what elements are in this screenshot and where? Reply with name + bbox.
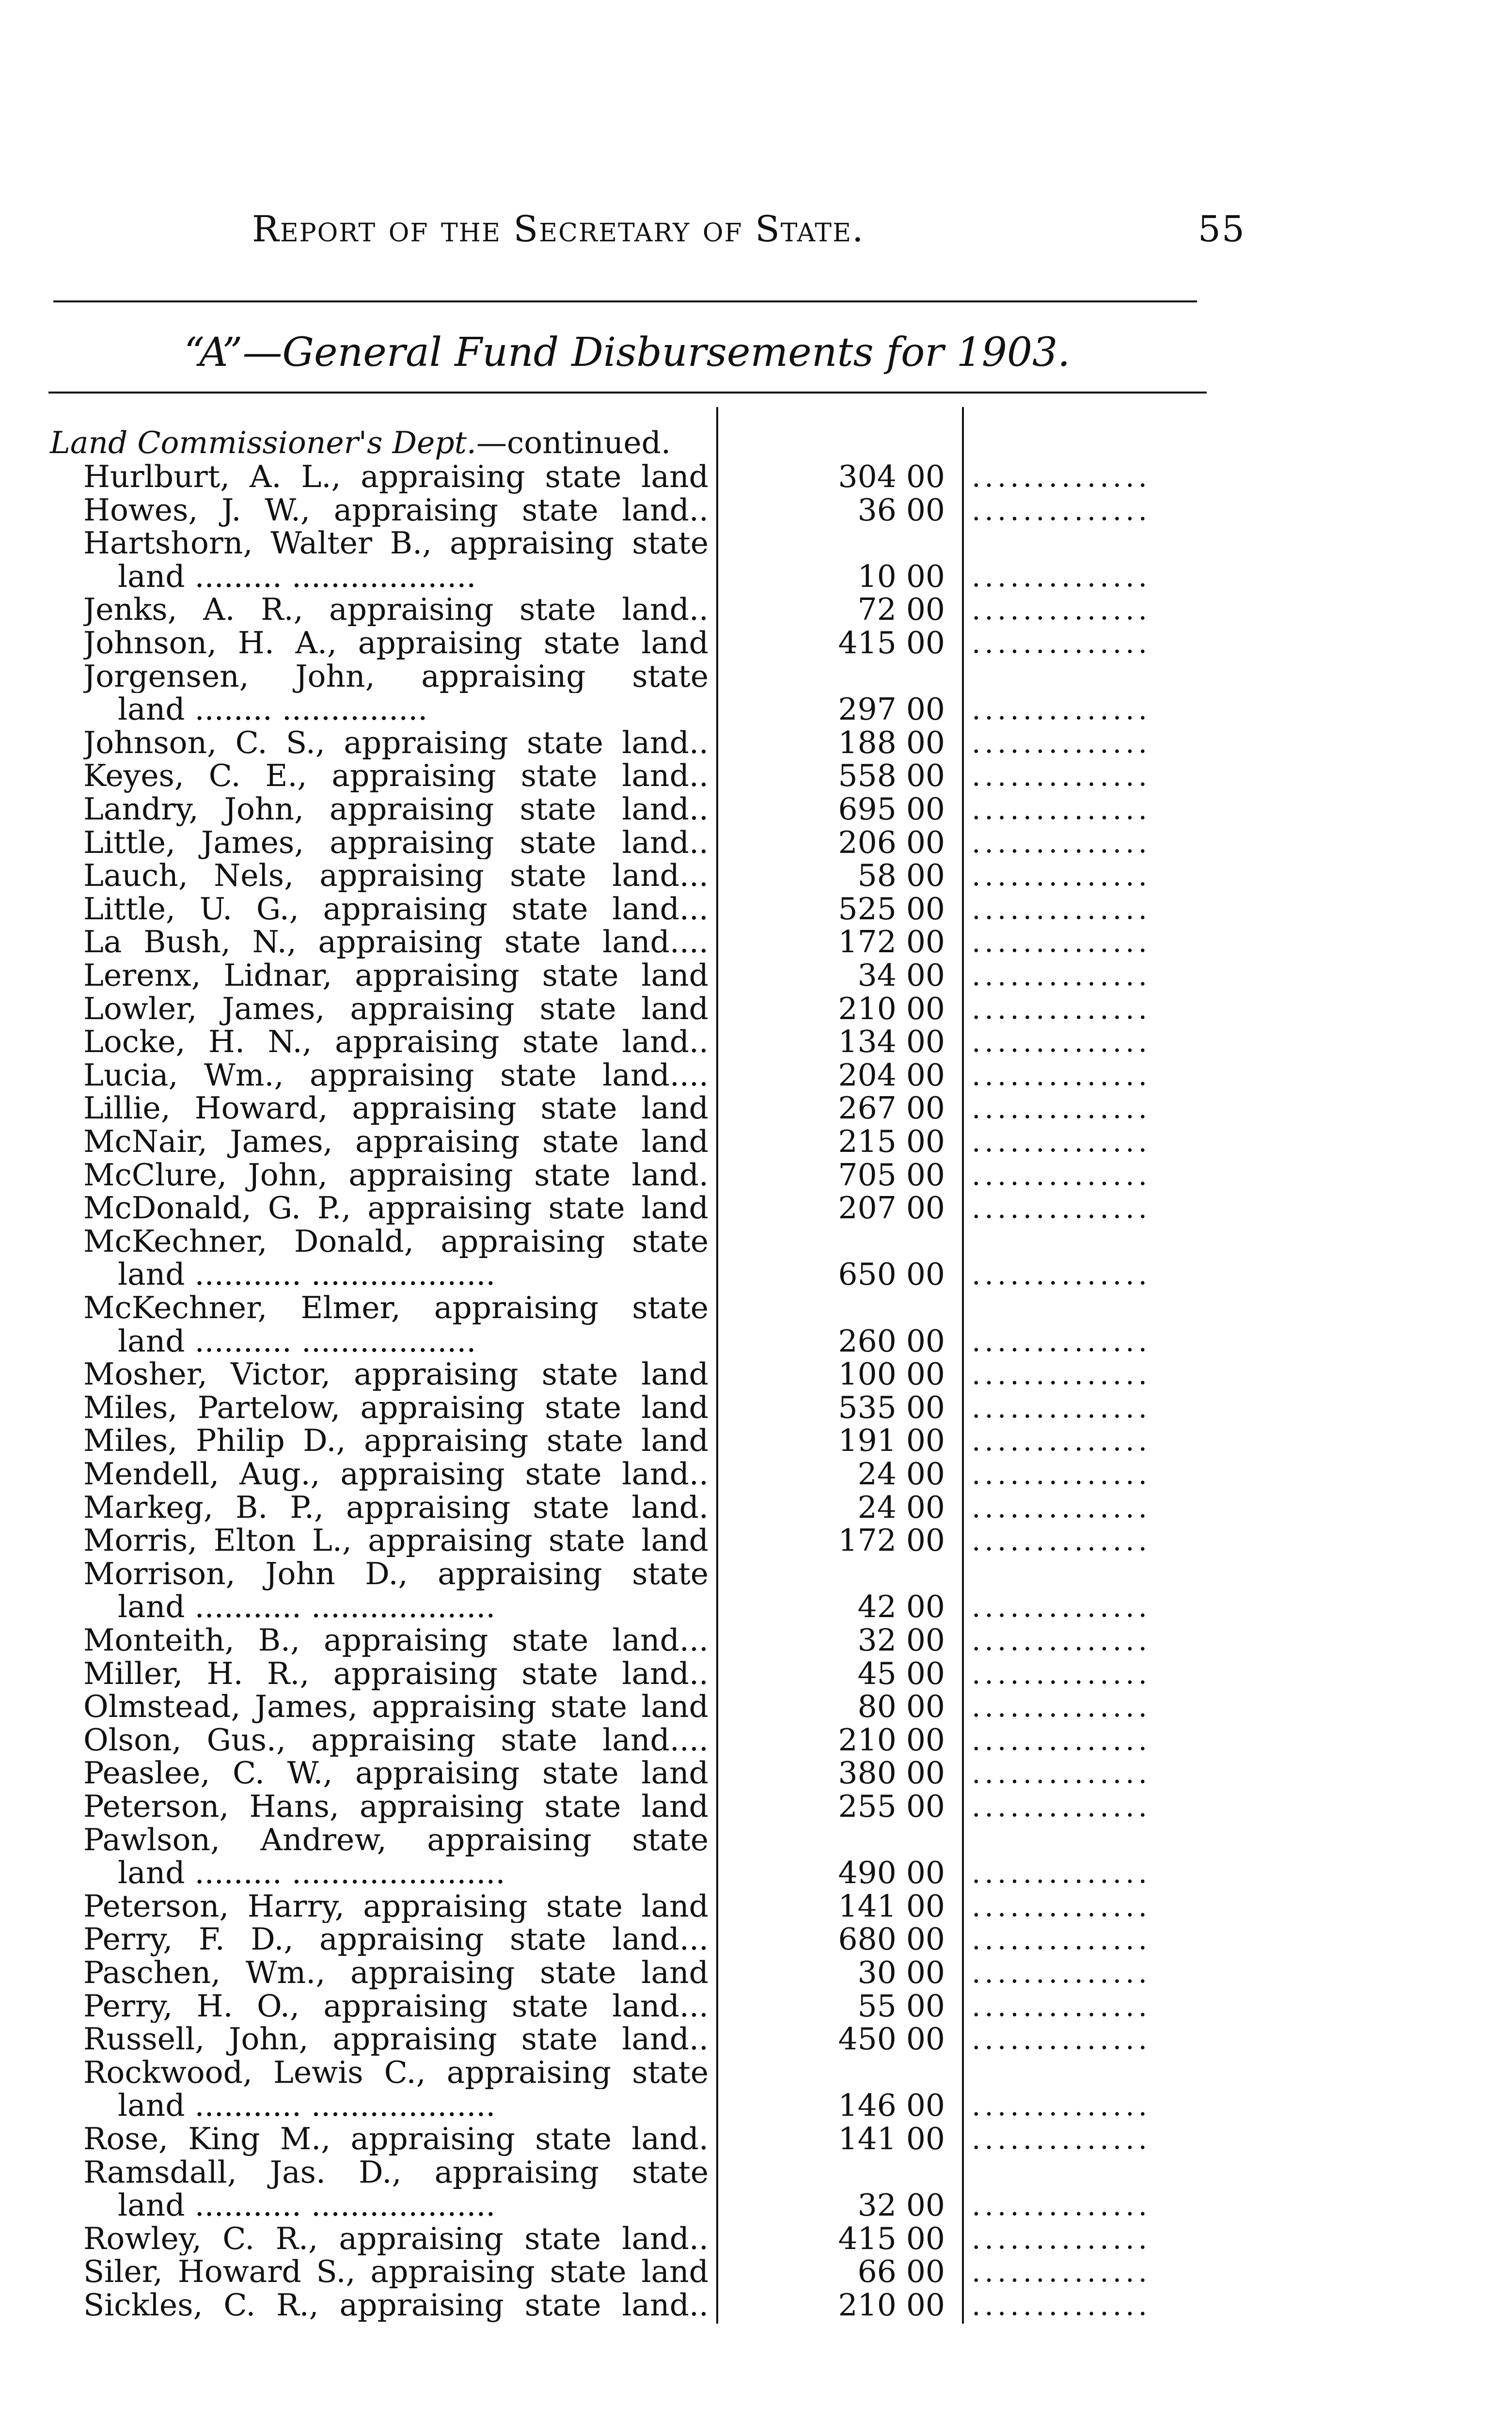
- amount: 34 00: [857, 958, 945, 993]
- amount: 24 00: [857, 1456, 945, 1492]
- running-title: Report of the Secretary of State.: [252, 208, 865, 250]
- disbursement-row: [0, 2255, 1512, 2289]
- disbursement-row: [0, 1790, 1512, 1824]
- dot-leader: ..............: [972, 1690, 1151, 1724]
- dot-leader: ..............: [972, 1092, 1151, 1125]
- disbursement-row: [0, 1890, 1512, 1923]
- disbursement-row: [0, 2023, 1512, 2056]
- amount: 415 00: [838, 625, 945, 661]
- section-title: “A”—General Fund Disbursements for 1903.: [184, 330, 1071, 376]
- dot-leader: ..............: [972, 1624, 1151, 1657]
- payee-description: Monteith, B., appraising state land...: [83, 1624, 709, 1657]
- amount: 267 00: [838, 1090, 945, 1126]
- dot-leader: ..............: [972, 2023, 1151, 2056]
- amount: 30 00: [857, 1955, 945, 1990]
- disbursement-row: [0, 1291, 1512, 1358]
- amount: 36 00: [857, 492, 945, 528]
- disbursement-row: [0, 1923, 1512, 1956]
- dot-leader: ..............: [972, 560, 1151, 593]
- payee-description: Hartshorn, Walter B., appraising state: [83, 527, 709, 560]
- amount: 191 00: [838, 1423, 945, 1459]
- disbursement-row: [0, 726, 1512, 760]
- amount: 215 00: [838, 1124, 945, 1159]
- dot-leader: ..............: [972, 2222, 1151, 2255]
- dot-leader: ..............: [972, 1192, 1151, 1225]
- dot-leader: ..............: [972, 1757, 1151, 1790]
- payee-description-continued: land ........... ...................: [118, 1590, 496, 1624]
- payee-description: Lucia, Wm., appraising state land....: [83, 1058, 709, 1092]
- title-rule: [48, 392, 1207, 393]
- dot-leader: ..............: [972, 593, 1151, 627]
- disbursement-row: [0, 1391, 1512, 1425]
- disbursement-row: [0, 1524, 1512, 1558]
- payee-description: Morrison, John D., appraising state: [83, 1557, 709, 1591]
- payee-description: McClure, John, appraising state land.: [83, 1158, 709, 1192]
- payee-description: Olmstead, James, appraising state land: [83, 1690, 709, 1724]
- payee-description: McNair, James, appraising state land: [83, 1125, 709, 1159]
- dot-leader: ..............: [972, 1524, 1151, 1558]
- disbursement-row: [0, 859, 1512, 893]
- disbursement-row: [0, 1491, 1512, 1525]
- disbursement-row: [0, 2289, 1512, 2322]
- dot-leader: ..............: [972, 1956, 1151, 1989]
- payee-description: Jorgensen, John, appraising state: [83, 660, 709, 693]
- dot-leader: ..............: [972, 892, 1151, 926]
- disbursement-row: [0, 826, 1512, 860]
- dot-leader: ..............: [972, 1590, 1151, 1624]
- amount: 255 00: [838, 1789, 945, 1824]
- dot-leader: ..............: [972, 493, 1151, 527]
- payee-description: Little, U. G., appraising state land...: [83, 892, 709, 926]
- dot-leader: ..............: [972, 959, 1151, 992]
- dot-leader: ..............: [972, 1258, 1151, 1291]
- amount: 260 00: [838, 1323, 945, 1359]
- disbursement-row: [0, 1824, 1512, 1890]
- dot-leader: ..............: [972, 460, 1151, 493]
- dot-leader: ..............: [972, 826, 1151, 859]
- payee-description-continued: land ......... ......................: [118, 1857, 505, 1890]
- disbursement-row: [0, 1092, 1512, 1125]
- disbursement-row: [0, 1424, 1512, 1458]
- amount: 32 00: [857, 2187, 945, 2223]
- amount: 525 00: [838, 891, 945, 927]
- dot-leader: ..............: [972, 1857, 1151, 1890]
- payee-description: Perry, H. O., appraising state land...: [83, 1989, 709, 2023]
- payee-description-continued: land ........... ...................: [118, 2089, 496, 2123]
- payee-description: Sickles, C. R., appraising state land..: [83, 2289, 709, 2322]
- amount: 206 00: [838, 824, 945, 860]
- amount: 450 00: [838, 2021, 945, 2057]
- disbursement-row: [0, 1657, 1512, 1691]
- payee-description: Locke, H. N., appraising state land..: [83, 1025, 709, 1059]
- dot-leader: ..............: [972, 1458, 1151, 1491]
- disbursement-row: [0, 460, 1512, 494]
- disbursement-row: [0, 926, 1512, 959]
- disbursement-row: [0, 893, 1512, 926]
- disbursement-row: [0, 1690, 1512, 1724]
- payee-description: Russell, John, appraising state land..: [83, 2023, 709, 2056]
- payee-description: Pawlson, Andrew, appraising state: [83, 1823, 709, 1857]
- disbursement-row: [0, 1159, 1512, 1192]
- department-suffix: —continued.: [476, 425, 671, 460]
- payee-description: Johnson, H. A., appraising state land: [83, 627, 709, 660]
- payee-description: Keyes, C. E., appraising state land..: [83, 759, 709, 793]
- amount: 24 00: [857, 1489, 945, 1525]
- payee-description-continued: land ........... ...................: [118, 1258, 496, 1291]
- disbursement-row: [0, 2156, 1512, 2222]
- payee-description: Miles, Philip D., appraising state land: [83, 1424, 709, 1458]
- dot-leader: ..............: [972, 1989, 1151, 2023]
- payee-description: Johnson, C. S., appraising state land..: [83, 726, 709, 760]
- payee-description: Peterson, Harry, appraising state land: [83, 1889, 709, 1923]
- disbursement-row: [0, 593, 1512, 627]
- amount: 380 00: [838, 1755, 945, 1791]
- dot-leader: ..............: [972, 1790, 1151, 1823]
- disbursement-row: [0, 1558, 1512, 1624]
- dot-leader: ..............: [972, 1491, 1151, 1524]
- disbursement-row: [0, 660, 1512, 726]
- dot-leader: ..............: [972, 859, 1151, 893]
- payee-description: Jenks, A. R., appraising state land..: [83, 593, 709, 627]
- amount: 141 00: [838, 1888, 945, 1924]
- dot-leader: ..............: [972, 1058, 1151, 1092]
- dot-leader: ..............: [972, 1324, 1151, 1358]
- payee-description: Landry, John, appraising state land..: [83, 793, 709, 826]
- amount: 66 00: [857, 2254, 945, 2290]
- dot-leader: ..............: [972, 1889, 1151, 1923]
- amount: 207 00: [838, 1190, 945, 1226]
- dot-leader: ..............: [972, 1657, 1151, 1690]
- payee-description: La Bush, N., appraising state land....: [83, 926, 709, 959]
- disbursement-row: [0, 959, 1512, 992]
- disbursement-row: [0, 1025, 1512, 1059]
- amount: 210 00: [838, 991, 945, 1026]
- header-rule: [53, 300, 1197, 302]
- amount: 535 00: [838, 1389, 945, 1425]
- disbursement-row: [0, 992, 1512, 1026]
- dot-leader: ..............: [972, 1923, 1151, 1956]
- dot-leader: ..............: [972, 759, 1151, 793]
- dot-leader: ..............: [972, 2123, 1151, 2156]
- payee-description: Hurlburt, A. L., appraising state land: [83, 460, 709, 494]
- payee-description: McDonald, G. P., appraising state land: [83, 1192, 709, 1225]
- payee-description-continued: land .......... ..................: [118, 1324, 476, 1358]
- amount: 558 00: [838, 758, 945, 794]
- payee-description: Rose, King M., appraising state land.: [83, 2123, 709, 2156]
- amount: 80 00: [857, 1689, 945, 1725]
- payee-description: Miller, H. R., appraising state land..: [83, 1657, 709, 1691]
- payee-description: Lillie, Howard, appraising state land: [83, 1092, 709, 1125]
- payee-description: McKechner, Donald, appraising state: [83, 1225, 709, 1259]
- amount: 134 00: [838, 1024, 945, 1060]
- payee-description: Rockwood, Lewis C., appraising state: [83, 2056, 709, 2090]
- amount: 415 00: [838, 2220, 945, 2256]
- payee-description: Mosher, Victor, appraising state land: [83, 1358, 709, 1391]
- amount: 172 00: [838, 924, 945, 960]
- payee-description: Morris, Elton L., appraising state land: [83, 1524, 709, 1558]
- amount: 188 00: [838, 724, 945, 760]
- amount: 172 00: [838, 1523, 945, 1558]
- payee-description: Mendell, Aug., appraising state land..: [83, 1458, 709, 1491]
- payee-description: Ramsdall, Jas. D., appraising state: [83, 2156, 709, 2189]
- payee-description: McKechner, Elmer, appraising state: [83, 1291, 709, 1325]
- dot-leader: ..............: [972, 793, 1151, 826]
- department-name: Land Commissioner's Dept.: [50, 425, 476, 460]
- payee-description: Paschen, Wm., appraising state land: [83, 1956, 709, 1990]
- dot-leader: ..............: [972, 726, 1151, 759]
- payee-description: Markeg, B. P., appraising state land.: [83, 1491, 709, 1525]
- dot-leader: ..............: [972, 992, 1151, 1025]
- disbursement-row: [0, 2056, 1512, 2123]
- payee-description: Siler, Howard S., appraising state land: [83, 2255, 709, 2289]
- disbursement-row: [0, 1225, 1512, 1291]
- payee-description-continued: land ......... ...................: [118, 560, 476, 594]
- amount: 42 00: [857, 1589, 945, 1625]
- disbursement-row: [0, 793, 1512, 826]
- payee-description: Lerenx, Lidnar, appraising state land: [83, 959, 709, 992]
- disbursement-row: [0, 1990, 1512, 2023]
- page-number: 55: [1197, 208, 1245, 250]
- payee-description: Perry, F. D., appraising state land...: [83, 1923, 709, 1956]
- dot-leader: ..............: [972, 2189, 1151, 2222]
- dot-leader: ..............: [972, 1158, 1151, 1192]
- disbursement-row: [0, 1192, 1512, 1225]
- department-heading: [50, 426, 671, 460]
- amount: 204 00: [838, 1057, 945, 1093]
- dot-leader: ..............: [972, 1358, 1151, 1391]
- disbursement-row: [0, 2123, 1512, 2156]
- payee-description: Olson, Gus., appraising state land....: [83, 1723, 709, 1757]
- dot-leader: ..............: [972, 2089, 1151, 2123]
- dot-leader: ..............: [972, 926, 1151, 959]
- amount: 680 00: [838, 1921, 945, 1957]
- disbursement-row: [0, 1724, 1512, 1757]
- disbursement-row: [0, 1458, 1512, 1491]
- amount: 72 00: [857, 592, 945, 628]
- dot-leader: ..............: [972, 2289, 1151, 2322]
- payee-description: Rowley, C. R., appraising state land..: [83, 2222, 709, 2256]
- dot-leader: ..............: [972, 1424, 1151, 1458]
- amount: 705 00: [838, 1157, 945, 1193]
- amount: 210 00: [838, 2287, 945, 2323]
- disbursement-row: [0, 627, 1512, 660]
- disbursement-row: [0, 759, 1512, 793]
- payee-description-continued: land ........... ...................: [118, 2189, 496, 2222]
- amount: 210 00: [838, 1722, 945, 1758]
- payee-description: Howes, J. W., appraising state land..: [83, 493, 709, 527]
- payee-description: Lowler, James, appraising state land: [83, 992, 709, 1026]
- disbursement-row: [0, 494, 1512, 527]
- amount: 490 00: [838, 1855, 945, 1891]
- disbursement-row: [0, 1059, 1512, 1092]
- amount: 10 00: [857, 558, 945, 594]
- amount: 146 00: [838, 2088, 945, 2124]
- amount: 58 00: [857, 858, 945, 894]
- amount: 695 00: [838, 791, 945, 827]
- payee-description-continued: land ........ ...............: [118, 693, 428, 726]
- amount: 100 00: [838, 1356, 945, 1392]
- amount: 650 00: [838, 1257, 945, 1292]
- dot-leader: ..............: [972, 693, 1151, 726]
- dot-leader: ..............: [972, 2255, 1151, 2289]
- disbursement-row: [0, 1624, 1512, 1657]
- dot-leader: ..............: [972, 1025, 1151, 1059]
- disbursement-row: [0, 2222, 1512, 2256]
- amount: 32 00: [857, 1622, 945, 1658]
- amount: 45 00: [857, 1655, 945, 1691]
- payee-description: Peaslee, C. W., appraising state land: [83, 1757, 709, 1790]
- dot-leader: ..............: [972, 1723, 1151, 1757]
- payee-description: Miles, Partelow, appraising state land: [83, 1391, 709, 1425]
- dot-leader: ..............: [972, 627, 1151, 660]
- disbursement-row: [0, 1125, 1512, 1159]
- dot-leader: ..............: [972, 1391, 1151, 1424]
- disbursement-row: [0, 1358, 1512, 1391]
- amount: 297 00: [838, 692, 945, 727]
- amount: 55 00: [857, 1988, 945, 2024]
- amount: 141 00: [838, 2121, 945, 2156]
- disbursement-row: [0, 527, 1512, 593]
- disbursement-row: [0, 1757, 1512, 1790]
- disbursement-row: [0, 1956, 1512, 1990]
- amount: 304 00: [838, 459, 945, 494]
- payee-description: Little, James, appraising state land..: [83, 826, 709, 860]
- payee-description: Peterson, Hans, appraising state land: [83, 1790, 709, 1824]
- payee-description: Lauch, Nels, appraising state land...: [83, 859, 709, 893]
- dot-leader: ..............: [972, 1125, 1151, 1158]
